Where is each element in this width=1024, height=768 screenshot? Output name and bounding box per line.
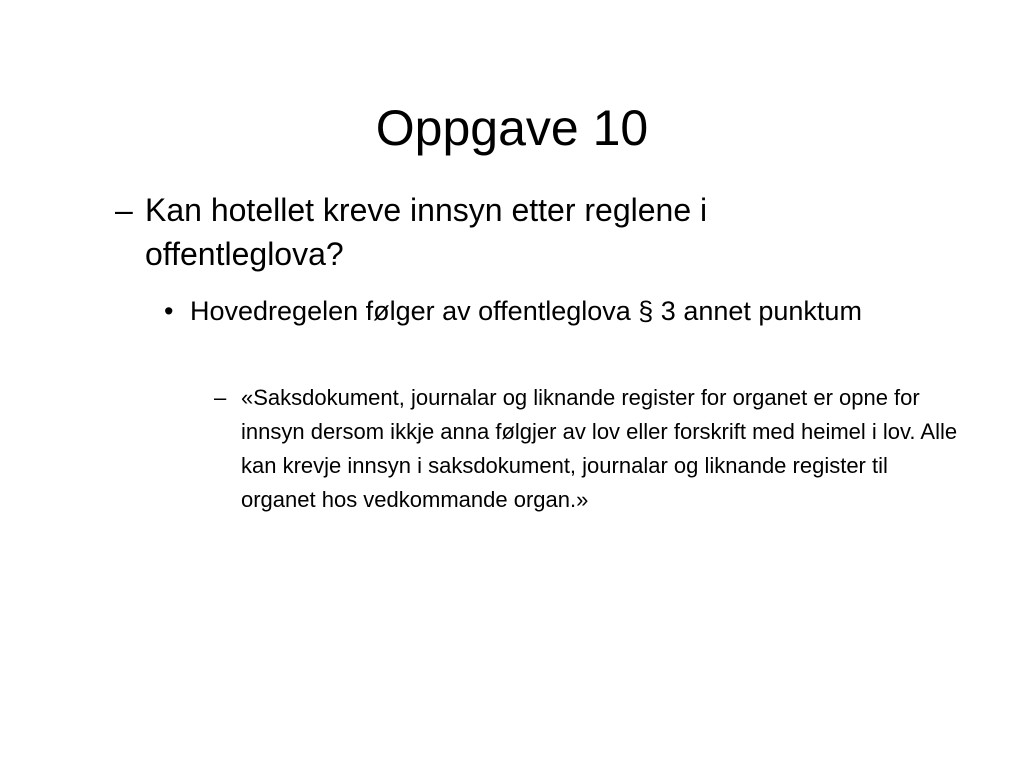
bullet-level-3 bbox=[214, 381, 959, 517]
bullet-text: Kan hotellet kreve innsyn etter reglene i offentleglova? bbox=[145, 192, 708, 272]
slide-title: Oppgave 10 bbox=[375, 99, 649, 156]
bullet-level-2 bbox=[164, 292, 864, 330]
bullet-level-1 bbox=[115, 188, 835, 276]
bullet-marker: • bbox=[164, 296, 174, 326]
dash-marker: – bbox=[214, 385, 227, 410]
bullet-text: Hovedregelen følger av offentleglova § 3 annet punktum bbox=[190, 296, 862, 326]
dash-marker: – bbox=[115, 192, 133, 228]
quote-text: «Saksdokument, journalar og liknande register for organet er opne for innsyn dersom ikkje anna følgjer av lov eller forskrift med heimel i lov. Alle kan krevje innsyn i saksdokument, journalar og liknande register til organet hos vedkommande organ.» bbox=[241, 385, 958, 512]
